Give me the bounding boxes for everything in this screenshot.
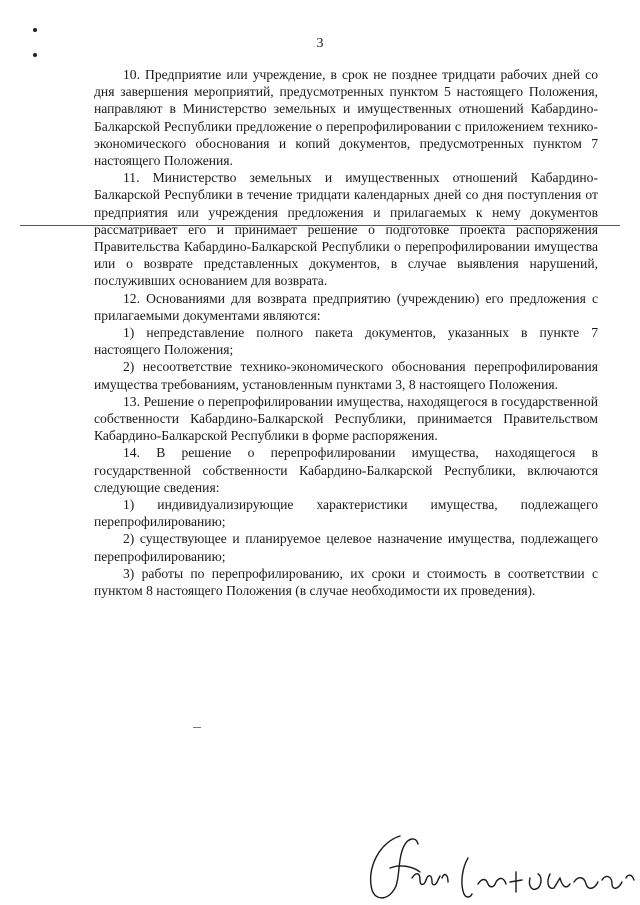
paragraph-13: 13. Решение о перепрофилировании имущества, находящегося в государственной собственности Кабардино-Балкарской Республики, принимается Правительством Кабардино-Балкарской Республики в форме распоряжения. [94,393,598,444]
paragraph-11: 11. Министерство земельных и имущественных отношений Кабардино-Балкарской Республики в течение тридцати календарных дней со дня поступления от предприятия или учреждения предложения и прилагаемых к нему документов рассматривает его и принимает решение о подготовке проекта распоряжения Правительства Кабардино-Балкарской Республики о перепрофилировании имущества или о возврате представленных документов, в случае выявления нарушений, послуживших основанием для возврата. [94,170,598,289]
document-body [94,66,598,599]
paragraph-12-item-1: 1) непредставление полного пакета документов, указанных в пункте 7 настоящего Положения; [94,325,598,358]
small-tick-mark [193,727,201,728]
paragraph-12-item-2: 2) несоответствие технико-экономического обоснования перепрофилирования имущества требованиям, установленным пунктами 3, 8 настоящего Положения. [94,359,598,392]
margin-mark-top [33,28,37,32]
handwritten-signature [360,828,640,905]
margin-mark-bottom [33,53,37,57]
paragraph-14-item-1: 1) индивидуализирующие характеристики имущества, подлежащего перепрофилированию; [94,497,598,530]
paragraph-14-item-3: 3) работы по перепрофилированию, их сроки и стоимость в соответствии с пунктом 8 настоящего Положения (в случае необходимости их проведения). [94,565,598,599]
paragraph-14-item-2: 2) существующее и планируемое целевое назначение имущества, подлежащего перепрофилированию; [94,531,598,564]
paragraph-14: 14. В решение о перепрофилировании имущества, находящегося в государственной собственности Кабардино-Балкарской Республики, включаются следующие сведения: [94,445,598,495]
page-number: 3 [316,36,324,51]
paragraph-12: 12. Основаниями для возврата предприятию (учреждению) его предложения с прилагаемыми документами являются: [94,290,598,323]
paragraph-10: 10. Предприятие или учреждение, в срок не позднее тридцати рабочих дней со дня завершения мероприятий, предусмотренных пунктом 5 настоящего Положения, направляют в Министерство земельных и имущественных отношений Кабардино-Балкарской Республики предложение о перепрофилировании с приложением технико-экономического обоснования и копий документов, предусмотренных пунктом 7 настоящего Положения. [94,67,598,169]
